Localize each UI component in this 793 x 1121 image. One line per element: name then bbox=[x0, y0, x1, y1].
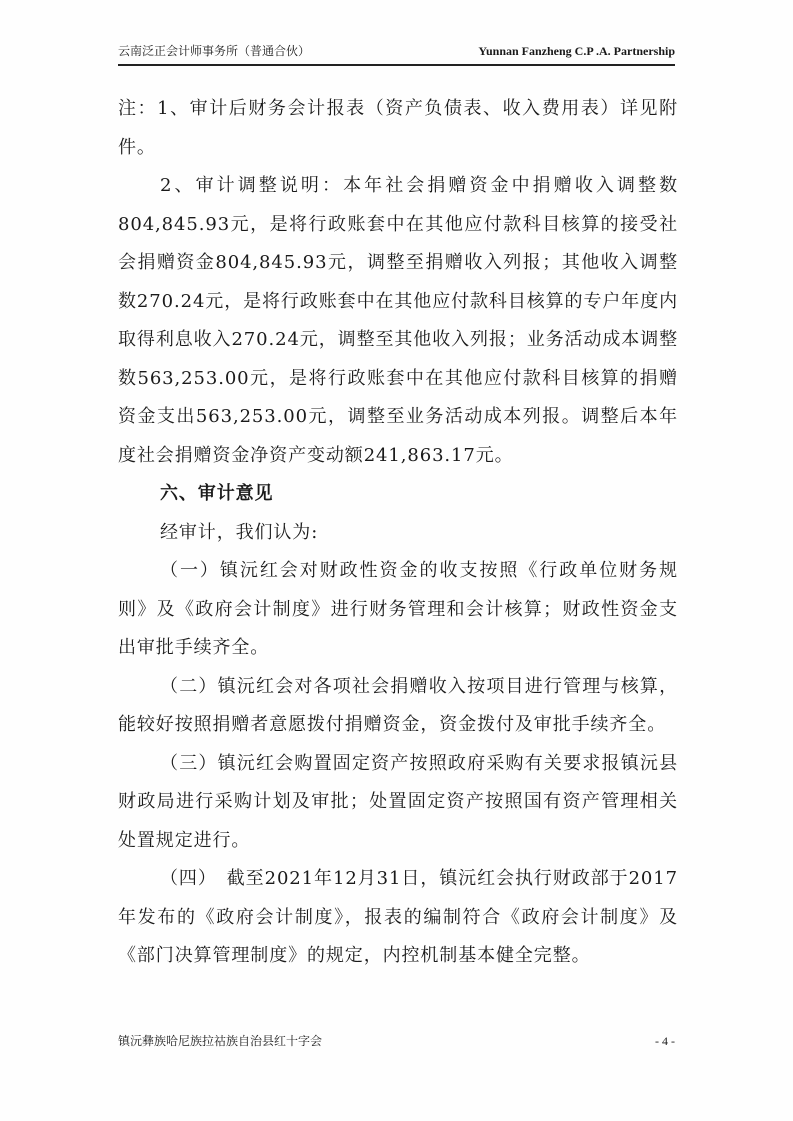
opinion-item-4: （四） 截至2021年12月31日，镇沅红会执行财政部于2017年发布的《政府会计制度》，报表的编制符合《政府会计制度》及《部门决算管理制度》的规定，内控机制基本健全完整。 bbox=[118, 868, 678, 966]
opinion-item-1: （一）镇沅红会对财政性资金的收支按照《行政单位财务规则》及《政府会计制度》进行财务管理和会计核算；财政性资金支出审批手续齐全。 bbox=[118, 560, 678, 658]
note-1: 注：1、审计后财务会计报表（资产负债表、收入费用表）详见附件。 bbox=[118, 98, 678, 158]
section-title-audit-opinion: 六、审计意见 bbox=[160, 483, 274, 504]
document-body bbox=[118, 90, 678, 976]
opinion-intro: 经审计，我们认为: bbox=[160, 521, 319, 543]
page-number: - 4 - bbox=[655, 1034, 675, 1048]
firm-name-en: Yunnan Fanzheng C.P .A. Partnership bbox=[478, 44, 675, 58]
note-2-audit-adjustment: 2、审计调整说明：本年社会捐赠资金中捐赠收入调整数804,845.93元，是将行政账套中在其他应付款科目核算的接受社会捐赠资金804,845.93元，调整至捐赠收入列报；其他收入调整数270.24元，是将行政账套中在其他应付款科目核算的专户年度内取得利息收入270.24元，调整至其他收入列报；业务活动成本调整数563,253.00元，是将行政账套中在其他应付款科目核算的捐赠资金支出563,253.00元，调整至业务活动成本列报。调整后本年度社会捐赠资金净资产变动额241,863.17元。 bbox=[118, 175, 678, 466]
organization-name: 镇沅彝族哈尼族拉祜族自治县红十字会 bbox=[118, 1034, 323, 1048]
opinion-item-3: （三）镇沅红会购置固定资产按照政府采购有关要求报镇沅县财政局进行采购计划及审批；处置固定资产按照国有资产管理相关处置规定进行。 bbox=[118, 752, 678, 851]
page-footer bbox=[118, 1030, 675, 1052]
opinion-item-2: （二）镇沅红会对各项社会捐赠收入按项目进行管理与核算，能较好按照捐赠者意愿拨付捐赠资金，资金拨付及审批手续齐全。 bbox=[118, 675, 678, 735]
firm-name-cn: 云南泛正会计师事务所（普通合伙） bbox=[118, 44, 311, 58]
page-header bbox=[118, 40, 675, 66]
